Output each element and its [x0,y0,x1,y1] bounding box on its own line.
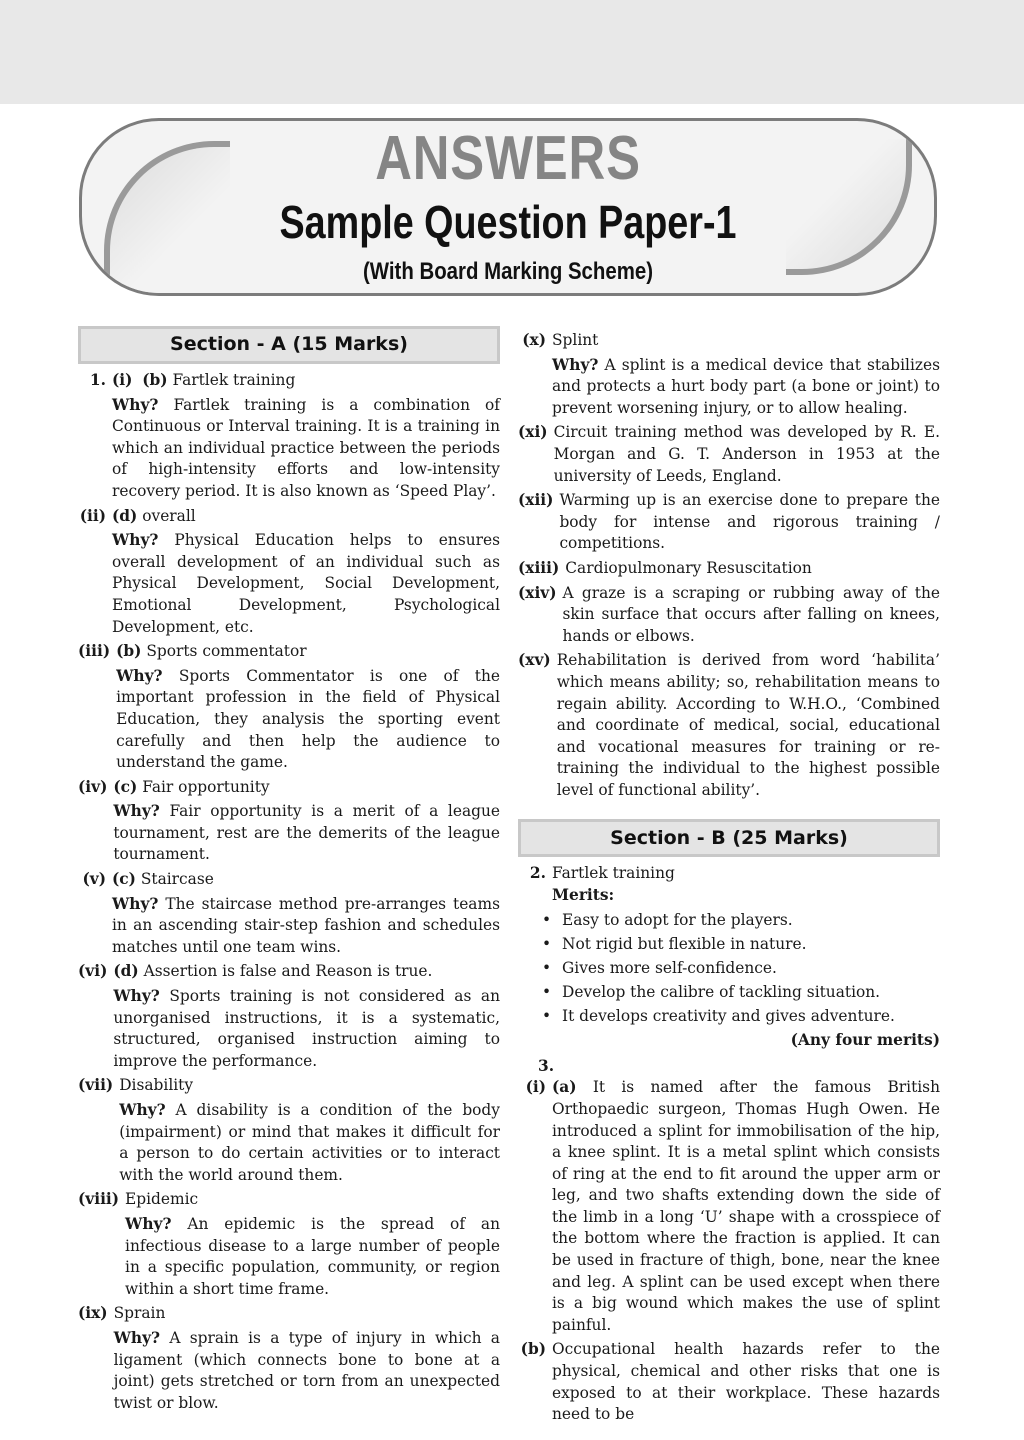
why-label: Why? [113,987,160,1006]
option-label: (d) [113,962,139,981]
why-label: Why? [116,666,163,685]
answer-text: Assertion is false and Reason is true. [143,962,433,981]
why-text: An epidemic is the spread of an infectious disease to a large number of people in a specific population, community, or region within a short time frame. [125,1214,500,1298]
why-label: Why? [113,1328,161,1347]
answer-text: A graze is a scraping or rubbing away of the skin surface that occurs after falling on knees, hands or elbows. [562,583,940,645]
why-text: Sports Commentator is one of the important profession in the field of Physical Education, they analysis the sporting event carefully and then help the audience to understand the game. [116,666,500,772]
section-a-heading: Section - A (15 Marks) [78,326,500,364]
answer-item-iv [78,777,500,866]
option-label: (c) [112,870,136,889]
answer-item-xv [518,650,940,801]
answer-text: It is named after the famous British Orthopaedic surgeon, Thomas Hugh Owen. He introduced a splint for immobilisation of the hip, a knee splint. It is a metal splint which consists of ring at the end to fit around the upper arm or leg, and two shafts extending down the side of the limb in a long ‘U’ shape with a crosspiece of the bottom where the fraction is applied. It can be used in fracture of thigh, bone, near the knee and leg. A splint can be used except when there is a big wound which makes the use of splint painful. [552,1078,940,1334]
answer-item-iii [78,641,500,774]
paper-title: Sample Question Paper-1 [279,196,737,248]
left-column [78,326,500,1417]
answer-q3-b [518,1339,940,1425]
option-label: (a) [552,1078,577,1097]
item-label: (viii) [78,1190,120,1209]
option-label: (b) [142,371,168,389]
answer-text: overall [142,506,196,525]
item-label: (vi) [78,962,108,981]
answer-q2 [518,863,940,906]
answer-q3-i-a [518,1077,940,1336]
item-label: (v) [82,870,106,889]
item-label: (ii) [79,506,106,525]
any-four-merits-note: (Any four merits) [790,1031,940,1050]
answer-text: Splint [552,331,599,349]
item-label: (iii) [78,642,111,661]
question-number: 1. [89,371,106,389]
answer-item-xii [518,490,940,555]
item-label: (b) [520,1340,546,1359]
why-text: A disability is a condition of the body (impairment) or mind that makes it difficult for a person to do certain activities or to interact with the world around them. [119,1101,500,1184]
item-label: (i) [112,371,133,389]
answer-text: Cardiopulmonary Resuscitation [565,558,812,577]
why-text: Fair opportunity is a merit of a league tournament, rest are the demerits of the league tournament. [113,802,500,864]
answer-text: Warming up is an exercise done to prepare the body for intense and rigorous training / competitions. [559,491,940,553]
right-column [518,330,940,1429]
merit-item: • Not rigid but flexible in nature. [562,934,940,956]
answer-item-viii [78,1189,500,1300]
answer-item-ii [78,506,500,639]
item-label: (xiv) [518,583,557,602]
item-label: (x) [522,331,546,349]
why-text: A splint is a medical device that stabilizes and protects a hurt body part (a bone or joint) to prevent worsening injury, or to allow healing. [552,355,940,417]
answer-text: Staircase [140,870,214,889]
why-text: Sports training is not considered as an unorganised instructions, it is a systematic, structured, organised instruction aiming to improve the performance. [113,987,500,1070]
answer-item-vi [78,961,500,1072]
why-text: Fartlek training is a combination of Continuous or Interval training. It is a training in which an individual practice between the periods of high-intensity efforts and low-intensity recovery period. It is also known as ‘Speed Play’. [112,395,500,500]
question-number: 2. [529,864,546,883]
item-label: (iv) [78,777,108,796]
why-label: Why? [125,1214,172,1233]
why-text: Physical Education helps to ensures overall development of an individual such as Physical Development, Social Development, Emotional Development, Psychological Development, etc. [112,531,500,636]
answer-item-ix [78,1303,500,1414]
section-b-heading: Section - B (25 Marks) [518,819,940,857]
answer-text: Fair opportunity [142,777,270,796]
answers-header-banner [79,118,937,296]
paper-subtitle: (With Board Marking Scheme) [363,258,653,285]
answer-text: Epidemic [125,1190,199,1209]
merit-item: • Develop the calibre of tackling situation. [562,982,940,1004]
answer-text: Fartlek training [172,371,296,389]
merit-item: • Gives more self-confidence. [562,958,940,980]
item-label: (vii) [78,1076,114,1095]
answer-item-x [518,330,940,419]
answer-item-v [78,869,500,958]
answers-title: ANSWERS [375,124,641,193]
why-label: Why? [552,355,599,374]
answer-text: Occupational health hazards refer to the physical, chemical and other risks that one is exposed to at their workplace. These hazards need to be [552,1340,940,1424]
option-label: (c) [113,777,138,796]
why-label: Why? [112,531,159,550]
item-label: (i) [525,1078,546,1097]
answer-text: Fartlek training [552,864,675,883]
answer-item-xiv [518,583,940,648]
question-number-3: 3. [538,1056,555,1075]
answer-item-vii [78,1075,500,1186]
top-band [0,0,1024,104]
merit-item: • It develops creativity and gives adventure. [562,1006,940,1028]
why-label: Why? [112,395,159,414]
merits-list [518,910,940,1028]
why-text: A sprain is a type of injury in which a ligament (which connects bone to bone at a joint) gets stretched or torn from an unexpected twist or blow. [113,1328,500,1412]
why-label: Why? [119,1101,166,1119]
answer-item-i [78,370,500,503]
why-label: Why? [113,802,160,821]
item-label: (xv) [518,651,551,670]
why-text: The staircase method pre-arranges teams in an ascending stair-step fashion and schedules matches until one team wins. [112,894,500,956]
merit-item: • Easy to adopt for the players. [562,910,940,932]
option-label: (b) [116,642,142,661]
item-label: (ix) [78,1304,108,1323]
answer-item-xiii [518,558,940,580]
answer-item-xi [518,422,940,487]
item-label: (xii) [518,491,554,510]
answer-text: Sports commentator [146,642,307,661]
item-label: (xiii) [518,558,560,577]
item-label: (xi) [518,423,548,442]
merits-label: Merits: [552,886,615,905]
answer-text: Rehabilitation is derived from word ‘habilita’ which means ability; so, rehabilitation means to regain ability. According to W.H.O., ‘Combined and coordinate of medical, social, educational and vocational measures for training or re-training the individual to the highest possible level of functional ability’. [556,651,940,799]
answer-text: Sprain [113,1304,166,1323]
option-label: (d) [112,506,138,525]
answer-text: Disability [119,1076,194,1095]
answer-text: Circuit training method was developed by R. E. Morgan and G. T. Anderson in 1953 at the university of Leeds, England. [553,423,940,485]
why-label: Why? [112,894,159,913]
